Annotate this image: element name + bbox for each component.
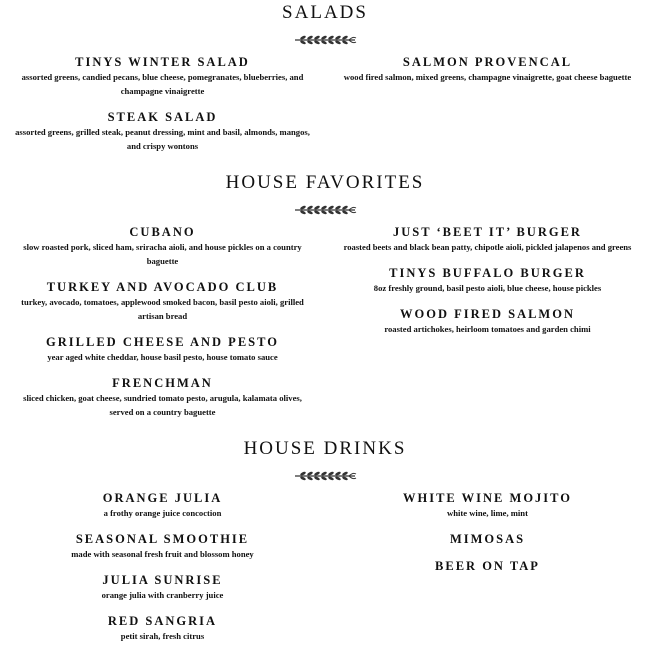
menu-section: [0, 0, 650, 164]
menu-item: [8, 109, 317, 153]
item-name: FRENCHMAN: [112, 376, 213, 390]
leaf-ornament-icon: [0, 462, 650, 490]
item-name: ORANGE JULIA: [102, 491, 223, 505]
section-title: SALADS: [282, 2, 368, 23]
menu-item: [333, 265, 642, 295]
menu-section: [0, 170, 650, 430]
item-description: assorted greens, candied pecans, blue cheese, pomegranates, blueberries, and champagne vinaigrette: [21, 72, 304, 96]
item-description: made with seasonal fresh fruit and blossom honey: [71, 549, 254, 559]
item-name: JUST ‘BEET IT’ BURGER: [393, 225, 582, 239]
item-name: WHITE WINE MOJITO: [403, 491, 572, 505]
menu-item: [8, 54, 317, 98]
menu-item: [8, 375, 317, 419]
item-description: wood fired salmon, mixed greens, champagne vinaigrette, goat cheese baguette: [343, 72, 632, 82]
item-description: white wine, lime, mint: [447, 508, 528, 518]
leaf-ornament-icon: [0, 196, 650, 224]
menu-item: [333, 54, 642, 84]
section-title: HOUSE DRINKS: [243, 438, 407, 459]
item-name: TINYS BUFFALO BURGER: [389, 266, 586, 280]
item-name: STEAK SALAD: [107, 110, 218, 124]
item-description: roasted beets and black bean patty, chipotle aioli, pickled jalapenos and greens: [343, 242, 632, 252]
menu-item: [8, 279, 317, 323]
item-name: BEER ON TAP: [435, 559, 540, 573]
item-description: slow roasted pork, sliced ham, sriracha aioli, and house pickles on a country baguette: [23, 242, 302, 266]
item-name: JULIA SUNRISE: [102, 573, 223, 587]
menu-item: [333, 531, 642, 547]
item-description: petit sirah, fresh citrus: [120, 631, 205, 641]
item-name: GRILLED CHEESE AND PESTO: [46, 335, 279, 349]
item-name: WOOD FIRED SALMON: [400, 307, 575, 321]
item-description: assorted greens, grilled steak, peanut dressing, mint and basil, almonds, mangos, and crispy wontons: [15, 127, 310, 151]
menu-item: [333, 558, 642, 574]
column-right: [325, 54, 650, 164]
item-description: roasted artichokes, heirloom tomatoes and garden chimi: [384, 324, 591, 334]
item-name: SALMON PROVENCAL: [402, 55, 573, 69]
column-right: [325, 224, 650, 430]
leaf-ornament-icon: [0, 26, 650, 54]
item-description: orange julia with cranberry juice: [101, 590, 224, 600]
item-name: CUBANO: [129, 225, 196, 239]
menu-item: [8, 572, 317, 602]
item-description: sliced chicken, goat cheese, sundried tomato pesto, arugula, kalamata olives, served on a country baguette: [23, 393, 302, 417]
menu-item: [8, 490, 317, 520]
section-title: HOUSE FAVORITES: [225, 172, 425, 193]
column-right: [325, 490, 650, 654]
menu-item: [333, 306, 642, 336]
column-left: [0, 224, 325, 430]
menu-item: [8, 334, 317, 364]
item-name: SEASONAL SMOOTHIE: [75, 532, 250, 546]
menu-item: [8, 531, 317, 561]
column-left: [0, 54, 325, 164]
menu-item: [333, 224, 642, 254]
item-name: MIMOSAS: [449, 532, 526, 546]
item-name: TURKEY AND AVOCADO CLUB: [46, 280, 279, 294]
item-name: TINYS WINTER SALAD: [75, 55, 250, 69]
menu-section: [0, 436, 650, 654]
menu-item: [333, 490, 642, 520]
menu-item: [8, 224, 317, 268]
column-left: [0, 490, 325, 654]
item-name: RED SANGRIA: [107, 614, 218, 628]
item-description: 8oz freshly ground, basil pesto aioli, blue cheese, house pickles: [373, 283, 602, 293]
item-description: a frothy orange juice concoction: [103, 508, 222, 518]
item-description: year aged white cheddar, house basil pesto, house tomato sauce: [47, 352, 278, 362]
item-description: turkey, avocado, tomatoes, applewood smoked bacon, basil pesto aioli, grilled artisan bread: [21, 297, 304, 321]
menu-item: [8, 613, 317, 643]
